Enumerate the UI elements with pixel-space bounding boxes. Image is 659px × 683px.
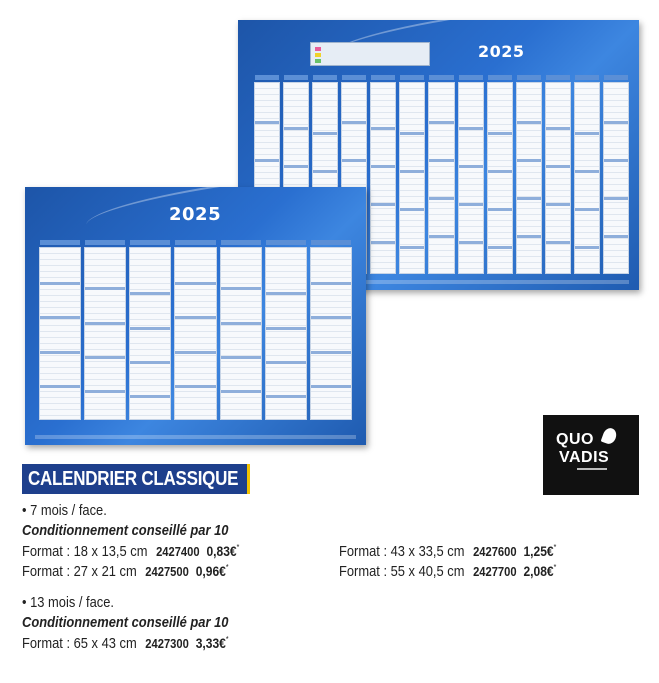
week-separator [575, 170, 599, 173]
week-separator [575, 132, 599, 135]
week-separator [371, 203, 395, 206]
week-separator [221, 390, 261, 393]
week-separator [400, 246, 424, 249]
month-column [458, 82, 484, 274]
month-column [545, 82, 571, 274]
week-separator [400, 170, 424, 173]
logo-tagline [577, 468, 607, 470]
calendar-image-7-months [25, 187, 366, 445]
week-separator [85, 287, 125, 290]
calendar-info-box [310, 42, 430, 66]
month-column [370, 82, 396, 274]
week-separator [546, 203, 570, 206]
week-separator [546, 165, 570, 168]
week-separator [40, 351, 80, 354]
week-separator [459, 165, 483, 168]
week-separator [40, 282, 80, 285]
bullet-7-months: • 7 mois / face. [22, 502, 107, 519]
week-separator [266, 361, 306, 364]
week-separator [575, 246, 599, 249]
logo-drop-icon [601, 426, 619, 445]
decorative-swoosh [84, 187, 366, 246]
week-separator [517, 235, 541, 238]
month-column [39, 247, 81, 420]
week-separator [284, 165, 308, 168]
week-separator [488, 208, 512, 211]
packaging-note: Conditionnement conseillé par 10 [22, 614, 229, 631]
week-separator [517, 121, 541, 124]
week-separator [311, 316, 351, 319]
week-separator [342, 159, 366, 162]
week-separator [371, 165, 395, 168]
week-separator [604, 235, 628, 238]
bullet-13-months: • 13 mois / face. [22, 594, 114, 611]
week-separator [400, 208, 424, 211]
week-separator [604, 197, 628, 200]
week-separator [371, 241, 395, 244]
product-title: CALENDRIER CLASSIQUE [22, 464, 250, 494]
week-separator [313, 170, 337, 173]
week-separator [459, 241, 483, 244]
week-separator [85, 390, 125, 393]
format-row: Format : 65 x 43 cm 2427300 3,33€* [22, 635, 229, 652]
week-separator [175, 316, 215, 319]
month-column [574, 82, 600, 274]
calendar-year: 2025 [169, 204, 222, 225]
week-separator [429, 159, 453, 162]
calendar-footer [35, 435, 356, 439]
week-separator [40, 316, 80, 319]
month-column [174, 247, 216, 420]
week-separator [175, 385, 215, 388]
month-column [603, 82, 629, 274]
week-separator [130, 327, 170, 330]
month-column [399, 82, 425, 274]
week-separator [266, 327, 306, 330]
month-column [220, 247, 262, 420]
week-separator [575, 208, 599, 211]
week-separator [311, 385, 351, 388]
week-separator [488, 246, 512, 249]
month-column [129, 247, 171, 420]
week-separator [546, 241, 570, 244]
week-separator [517, 197, 541, 200]
quo-vadis-logo [543, 415, 639, 495]
format-row: Format : 18 x 13,5 cm 2427400 0,83€* [22, 543, 240, 560]
month-column [84, 247, 126, 420]
week-separator [604, 159, 628, 162]
month-columns [39, 247, 352, 420]
week-separator [175, 282, 215, 285]
week-separator [175, 351, 215, 354]
week-separator [85, 322, 125, 325]
week-separator [400, 132, 424, 135]
week-separator [221, 356, 261, 359]
week-separator [266, 292, 306, 295]
month-column [428, 82, 454, 274]
week-separator [313, 132, 337, 135]
packaging-note: Conditionnement conseillé par 10 [22, 522, 229, 539]
week-separator [459, 203, 483, 206]
format-row: Format : 43 x 33,5 cm 2427600 1,25€* [339, 543, 557, 560]
week-separator [488, 170, 512, 173]
week-separator [130, 292, 170, 295]
calendar-year: 2025 [478, 42, 525, 61]
week-separator [255, 121, 279, 124]
logo-line-2: VADIS [559, 449, 610, 466]
week-separator [371, 127, 395, 130]
week-separator [130, 395, 170, 398]
logo-line-1: QUO [556, 431, 594, 448]
week-separator [342, 121, 366, 124]
week-separator [311, 282, 351, 285]
week-separator [429, 121, 453, 124]
month-column [516, 82, 542, 274]
month-column [487, 82, 513, 274]
week-separator [488, 132, 512, 135]
week-separator [429, 197, 453, 200]
week-separator [130, 361, 170, 364]
week-separator [85, 356, 125, 359]
week-separator [429, 235, 453, 238]
format-row: Format : 55 x 40,5 cm 2427700 2,08€* [339, 563, 557, 580]
week-separator [40, 385, 80, 388]
week-separator [284, 127, 308, 130]
week-separator [546, 127, 570, 130]
week-separator [255, 159, 279, 162]
week-separator [459, 127, 483, 130]
week-separator [311, 351, 351, 354]
month-column [310, 247, 352, 420]
week-separator [517, 159, 541, 162]
month-column [265, 247, 307, 420]
week-separator [221, 322, 261, 325]
week-separator [604, 121, 628, 124]
week-separator [221, 287, 261, 290]
week-separator [266, 395, 306, 398]
format-row: Format : 27 x 21 cm 2427500 0,96€* [22, 563, 229, 580]
